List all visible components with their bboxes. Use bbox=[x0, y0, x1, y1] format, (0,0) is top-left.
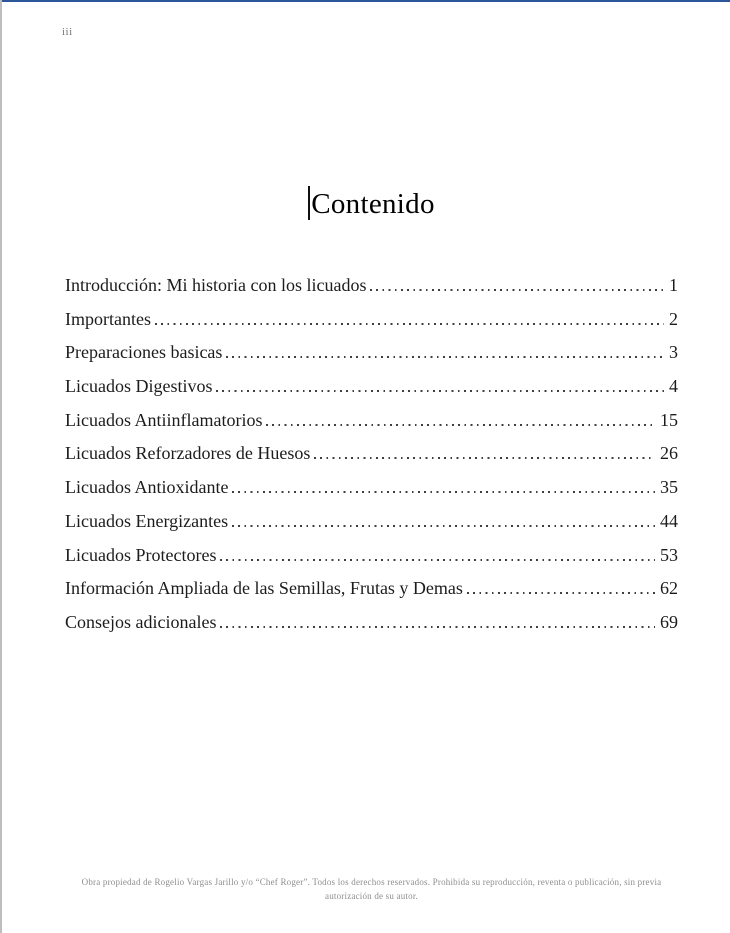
toc-entry[interactable] bbox=[65, 404, 678, 438]
toc-entry-label: Preparaciones basicas bbox=[65, 342, 223, 363]
toc-entry-label: Licuados Energizantes bbox=[65, 510, 229, 531]
toc-entry-label: Licuados Antioxidante bbox=[65, 477, 229, 498]
toc-dot-leader-icon bbox=[220, 626, 655, 628]
toc-entry-page-number: 69 bbox=[660, 611, 678, 632]
document-title-row bbox=[65, 184, 678, 229]
toc-entry-page-number: 4 bbox=[669, 376, 678, 397]
toc-entry-label: Licuados Protectores bbox=[65, 544, 217, 565]
toc-entry-page-number: 15 bbox=[660, 409, 678, 430]
text-cursor-caret bbox=[308, 186, 310, 220]
copyright-footer-line2: autorización de su autor. bbox=[325, 890, 418, 901]
toc-entry-label: Licuados Reforzadores de Huesos bbox=[65, 443, 311, 464]
toc-entry-label: Importantes bbox=[65, 308, 151, 329]
toc-dot-leader-icon bbox=[314, 457, 655, 459]
toc-entry-page-number: 62 bbox=[660, 578, 678, 599]
toc-dot-leader-icon bbox=[226, 356, 664, 358]
copyright-footer-line1: Obra propiedad de Rogelio Vargas Jarillo y/o “Chef Roger”. Todos los derechos reservados. Prohibida su reproducción, reventa o publicación, sin previa bbox=[81, 877, 662, 887]
toc-dot-leader-icon bbox=[232, 525, 655, 527]
table-of-contents bbox=[65, 269, 678, 640]
toc-dot-leader-icon bbox=[232, 491, 655, 493]
window-left-border bbox=[0, 0, 2, 933]
toc-dot-leader-icon bbox=[220, 559, 655, 561]
toc-entry-page-number: 1 bbox=[669, 275, 678, 295]
toc-entry-label: Licuados Digestivos bbox=[65, 376, 213, 397]
copyright-footer bbox=[65, 876, 678, 903]
toc-entry-label: Información Ampliada de las Semillas, Frutas y Demas bbox=[65, 578, 463, 599]
toc-entry-label: Consejos adicionales bbox=[65, 611, 217, 632]
toc-entry-page-number: 44 bbox=[660, 510, 678, 531]
toc-entry-page-number: 26 bbox=[660, 443, 678, 464]
toc-dot-leader-icon bbox=[155, 323, 664, 325]
toc-entry[interactable] bbox=[65, 269, 678, 303]
toc-entry[interactable] bbox=[65, 471, 678, 505]
toc-dot-leader-icon bbox=[467, 592, 655, 594]
toc-entry[interactable] bbox=[65, 437, 678, 471]
toc-entry-label: Introducción: Mi historia con los licuados bbox=[65, 275, 367, 295]
toc-entry-page-number: 35 bbox=[660, 477, 678, 498]
document-title: Contenido bbox=[311, 188, 435, 220]
toc-entry-page-number: 53 bbox=[660, 544, 678, 565]
toc-entry[interactable] bbox=[65, 336, 678, 370]
toc-entry[interactable] bbox=[65, 505, 678, 539]
toc-dot-leader-icon bbox=[370, 289, 664, 291]
toc-dot-leader-icon bbox=[216, 390, 664, 392]
window-top-accent-bar bbox=[0, 0, 730, 2]
page-number-roman: iii bbox=[62, 26, 73, 38]
toc-entry-page-number: 3 bbox=[669, 342, 678, 363]
toc-entry[interactable] bbox=[65, 606, 678, 640]
toc-entry-page-number: 2 bbox=[669, 308, 678, 329]
toc-entry-label: Licuados Antiinflamatorios bbox=[65, 409, 263, 430]
toc-dot-leader-icon bbox=[266, 424, 655, 426]
toc-entry[interactable] bbox=[65, 303, 678, 337]
toc-entry[interactable] bbox=[65, 572, 678, 606]
toc-entry[interactable] bbox=[65, 539, 678, 573]
toc-entry[interactable] bbox=[65, 370, 678, 404]
